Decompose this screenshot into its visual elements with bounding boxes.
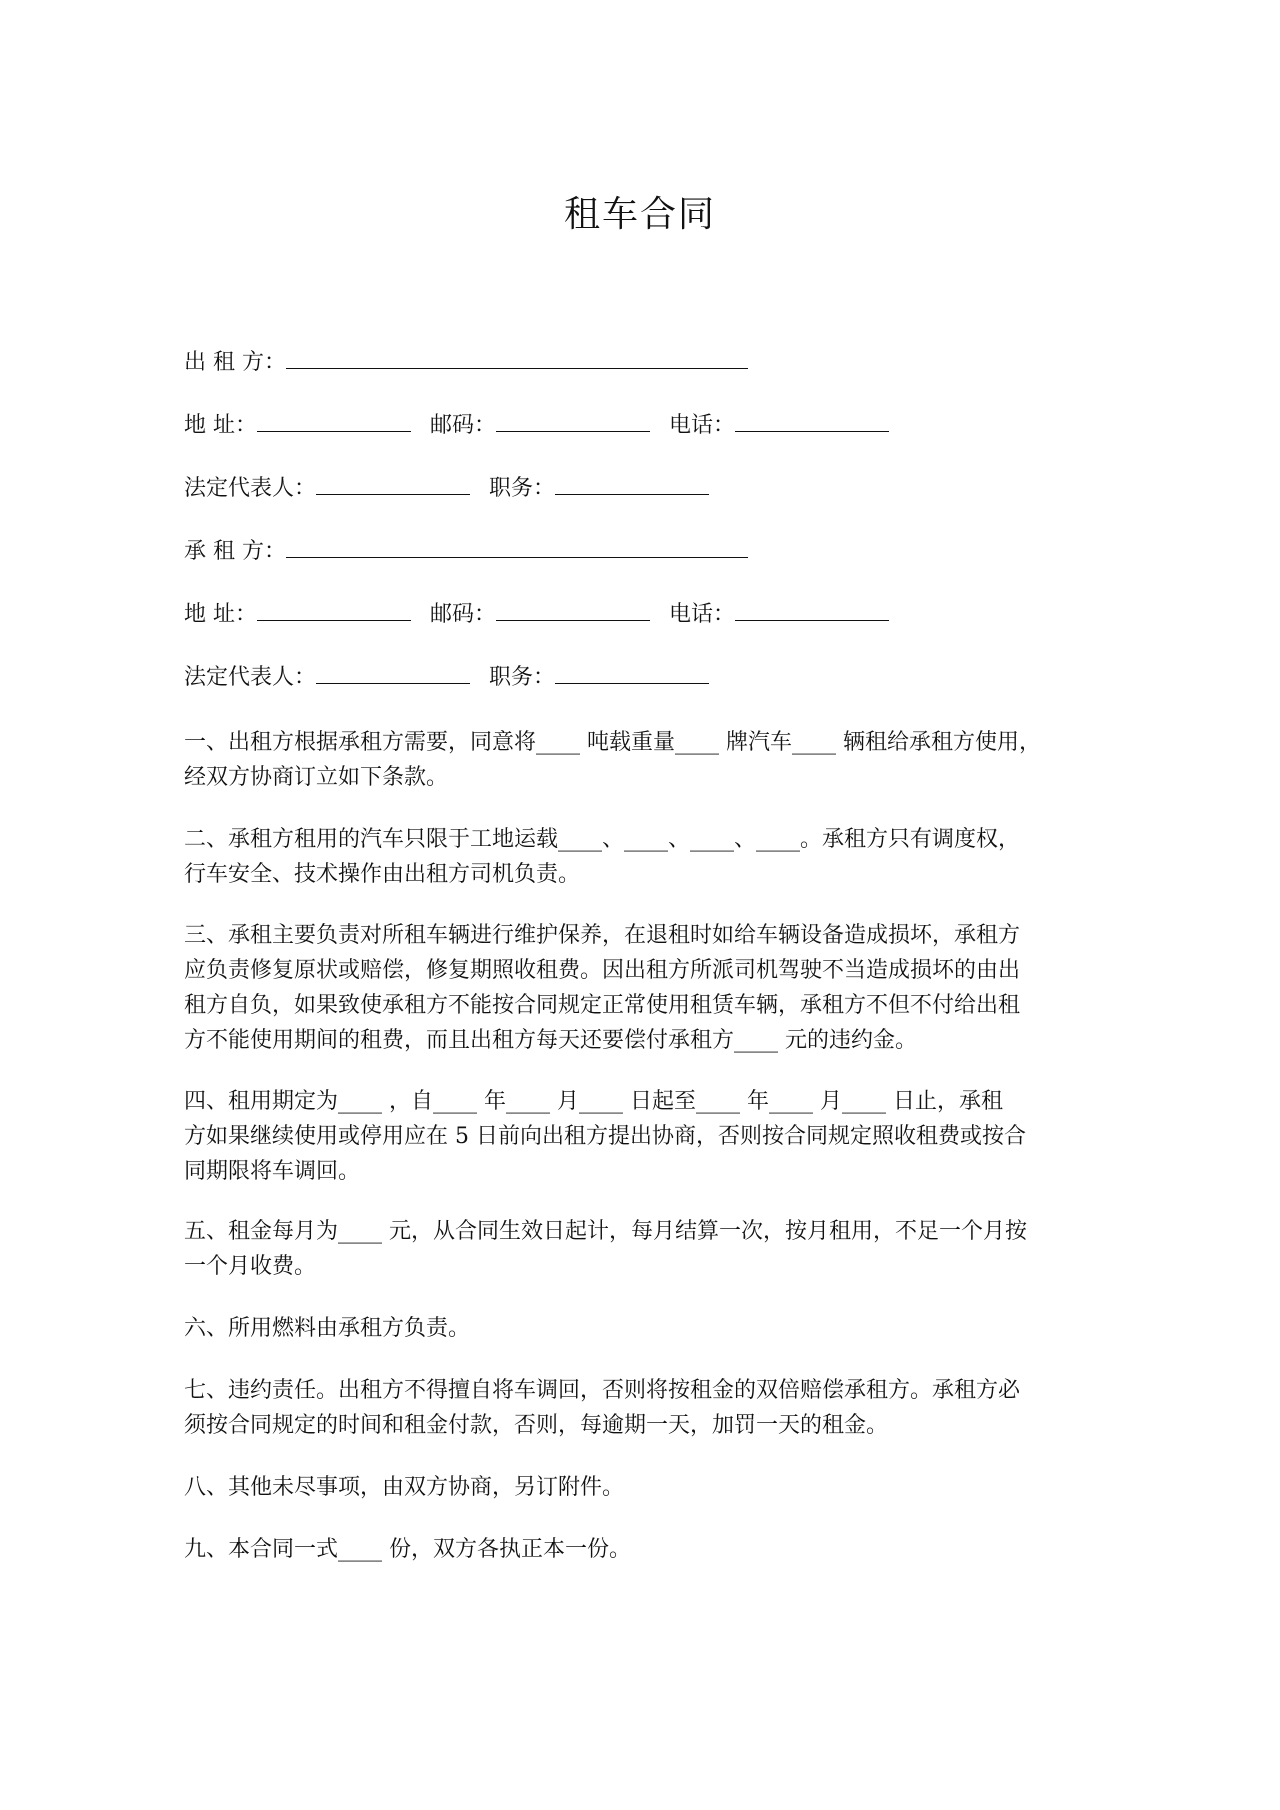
clause-2 <box>184 822 1184 892</box>
clause-3 <box>184 918 1184 1058</box>
lessee-label: 承 租 方： <box>184 539 286 564</box>
clause-line: 五、租金每月为____ 元，从合同生效日起计，每月结算一次，按月租用，不足一个月按 <box>184 1219 1027 1244</box>
clause-5 <box>184 1214 1184 1284</box>
clause-line: 八、其他未尽事项，由双方协商，另订附件。 <box>184 1475 625 1500</box>
clause-line: 七、违约责任。出租方不得擅自将车调回，否则将按租金的双倍赔偿承租方。承租方必 <box>184 1378 1021 1403</box>
clause-line: 方如果继续使用或停用应在 5 日前向出租方提出协商，否则按合同规定照收租费或按合 <box>184 1124 1026 1149</box>
lessor-rep-blank[interactable] <box>316 474 470 495</box>
lessor-contact-line <box>184 411 889 439</box>
clause-line: 四、租用期定为____ ，自____ 年____ 月____ 日起至____ 年____ 月____ 日止，承租 <box>184 1089 1003 1114</box>
lessor-zip-blank[interactable] <box>496 411 650 432</box>
lessor-line <box>184 348 748 376</box>
lessor-label: 出 租 方： <box>184 350 286 375</box>
clause-7 <box>184 1373 1184 1443</box>
lessee-phone-blank[interactable] <box>735 600 889 621</box>
clause-1 <box>184 725 1184 795</box>
clause-line: 行车安全、技术操作由出租方司机负责。 <box>184 862 581 887</box>
lessor-address-blank[interactable] <box>257 411 411 432</box>
clause-9 <box>184 1532 1184 1567</box>
lessor-phone-label: 电话： <box>669 413 736 438</box>
lessee-position-label: 职务： <box>489 665 556 690</box>
lessor-position-blank[interactable] <box>555 474 709 495</box>
document-title: 租车合同 <box>563 194 716 235</box>
clause-line: 应负责修复原状或赔偿，修复期照收租费。因出租方所派司机驾驶不当造成损坏的由出 <box>184 958 1021 983</box>
clause-line: 六、所用燃料由承租方负责。 <box>184 1316 471 1341</box>
clause-line: 一、出租方根据承租方需要，同意将____ 吨载重量____ 牌汽车____ 辆租给承租方使用， <box>184 730 1041 755</box>
lessee-line <box>184 537 748 565</box>
lessee-name-blank[interactable] <box>286 537 748 558</box>
lessor-position-label: 职务： <box>489 476 556 501</box>
lessee-address-label: 地 址： <box>184 602 257 627</box>
clause-6 <box>184 1311 1184 1346</box>
clause-8 <box>184 1470 1184 1505</box>
clause-line: 经双方协商订立如下条款。 <box>184 765 449 790</box>
lessee-zip-label: 邮码： <box>430 602 497 627</box>
lessor-zip-label: 邮码： <box>430 413 497 438</box>
lessee-position-blank[interactable] <box>555 663 709 684</box>
clause-4 <box>184 1084 1184 1189</box>
clause-line: 一个月收费。 <box>184 1254 317 1279</box>
clause-line: 方不能使用期间的租费，而且出租方每天还要偿付承租方____ 元的违约金。 <box>184 1028 917 1053</box>
lessee-address-blank[interactable] <box>257 600 411 621</box>
lessee-phone-label: 电话： <box>669 602 736 627</box>
clause-line: 同期限将车调回。 <box>184 1159 361 1184</box>
clause-line: 九、本合同一式____ 份，双方各执正本一份。 <box>184 1537 631 1562</box>
lessor-name-blank[interactable] <box>286 348 748 369</box>
lessor-address-label: 地 址： <box>184 413 257 438</box>
clause-line: 三、承租主要负责对所租车辆进行维护保养，在退租时如给车辆设备造成损坏，承租方 <box>184 923 1021 948</box>
lessor-rep-line <box>184 474 709 502</box>
lessee-rep-label: 法定代表人： <box>184 665 317 690</box>
lessee-contact-line <box>184 600 889 628</box>
lessor-phone-blank[interactable] <box>735 411 889 432</box>
clause-line: 二、承租方租用的汽车只限于工地运载____、____、____、____。承租方只有调度权， <box>184 827 1021 852</box>
clause-line: 租方自负，如果致使承租方不能按合同规定正常使用租赁车辆，承租方不但不付给出租 <box>184 993 1021 1018</box>
clause-line: 须按合同规定的时间和租金付款，否则，每逾期一天，加罚一天的租金。 <box>184 1413 889 1438</box>
lessee-rep-blank[interactable] <box>316 663 470 684</box>
lessor-rep-label: 法定代表人： <box>184 476 317 501</box>
lessee-rep-line <box>184 663 709 691</box>
lessee-zip-blank[interactable] <box>496 600 650 621</box>
